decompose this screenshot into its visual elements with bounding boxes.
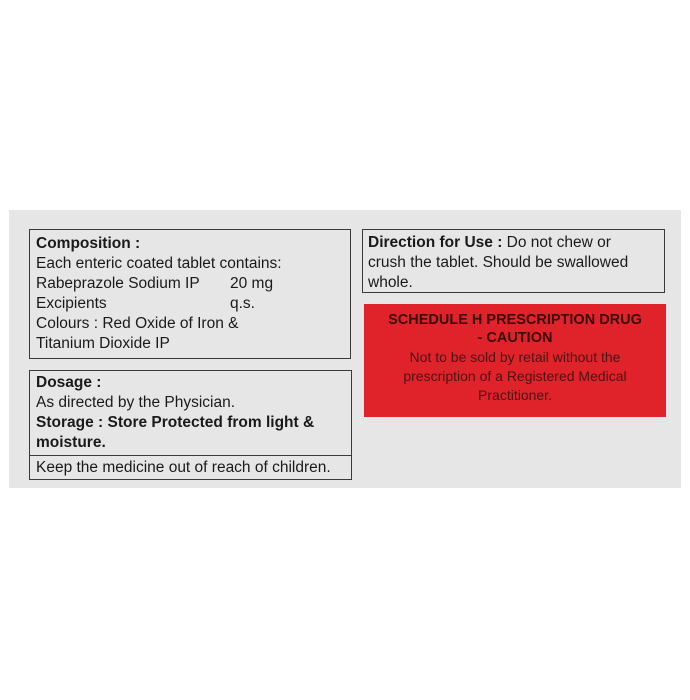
schedule-h-caution-box <box>364 304 666 417</box>
dosage-heading: Dosage : <box>36 374 102 391</box>
direction-box <box>362 229 665 293</box>
label-panel <box>9 210 681 488</box>
caution-title: SCHEDULE H PRESCRIPTION DRUG <box>388 312 642 328</box>
ingredient-row <box>36 274 344 294</box>
caution-text: prescription of a Registered Medical <box>403 368 627 384</box>
colours-line: Colours : Red Oxide of Iron & <box>36 315 239 332</box>
direction-line <box>368 233 659 253</box>
ingredient-amount: q.s. <box>230 295 255 312</box>
caution-text: Not to be sold by retail without the <box>409 349 621 365</box>
dosage-box <box>29 370 352 480</box>
direction-line: whole. <box>368 274 413 291</box>
keep-away-text: Keep the medicine out of reach of children. <box>36 459 331 476</box>
dosage-text: As directed by the Physician. <box>36 394 236 411</box>
divider <box>30 455 351 456</box>
caution-title: - CAUTION <box>477 330 553 346</box>
direction-heading: Direction for Use : <box>368 234 503 251</box>
colours-line: Titanium Dioxide IP <box>36 335 170 352</box>
ingredient-name: Excipients <box>36 295 107 312</box>
storage-line: Storage : Store Protected from light & <box>36 414 315 431</box>
direction-text: Do not chew or <box>502 234 611 251</box>
ingredient-row <box>36 294 344 314</box>
direction-line: crush the tablet. Should be swallowed <box>368 254 629 271</box>
ingredient-amount: 20 mg <box>230 275 274 292</box>
caution-text: Practitioner. <box>478 387 552 403</box>
storage-line: moisture. <box>36 434 106 451</box>
ingredient-name: Rabeprazole Sodium IP <box>36 275 200 292</box>
composition-box <box>29 229 351 359</box>
composition-intro: Each enteric coated tablet contains: <box>36 255 282 272</box>
composition-heading: Composition : <box>36 235 141 252</box>
